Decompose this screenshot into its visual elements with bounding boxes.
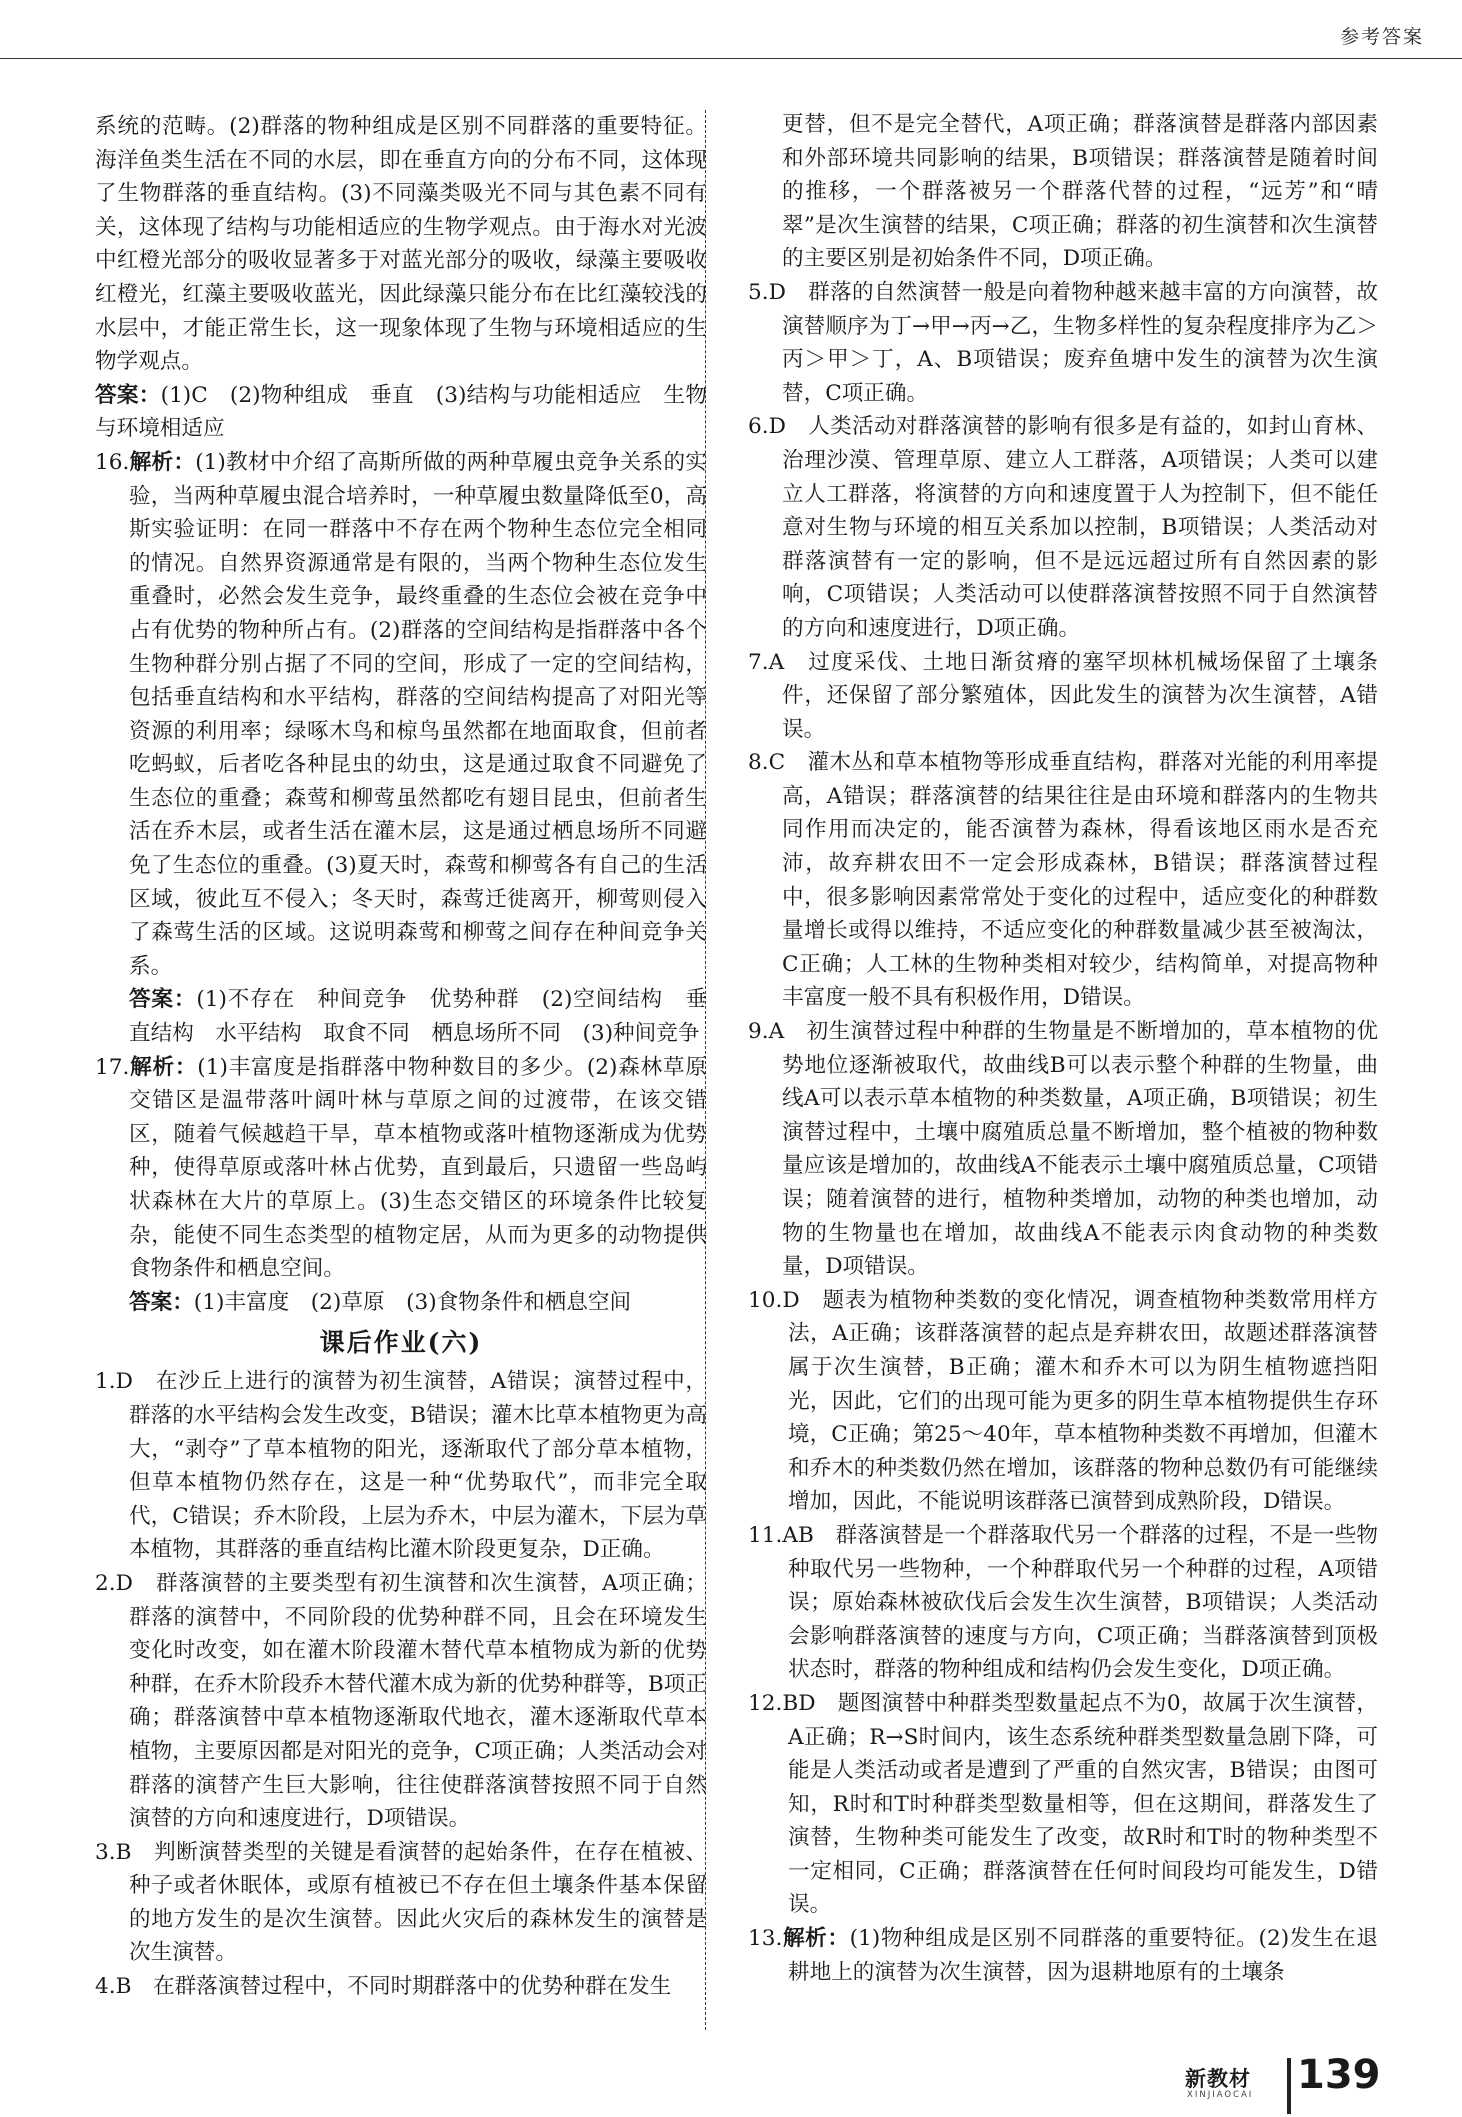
column-divider [705,110,706,2030]
answer-item [748,276,1378,410]
answer-item [748,410,1378,645]
answer-item [748,746,1378,1015]
item-number: 9. [748,1019,769,1045]
left-column [95,110,707,2004]
item-number: 8. [748,750,769,776]
item-text: D 人类活动对群落演替的影响有很多是有益的，如封山育林、治理沙漠、管理草原、建立人工群落，A项错误；人类可以建立人工群落，将演替的方向和速度置于人为控制下，但不能任意对生物与环境的相互关系加以控制，B项错误；人类活动对群落演替有一定的影响，但不是远远超过所有自然因素的影响，C项错误；人类活动可以使群落演替按照不同于自然演替的方向和速度进行，D项正确。 [768,414,1378,641]
answer-item [748,1687,1378,1922]
analysis-label: 解析： [782,1926,850,1952]
answer-item [748,1015,1378,1284]
footer-brand: 新教材 [1185,2067,1251,2091]
intro-paragraph: 系统的范畴。(2)群落的物种组成是区别不同群落的重要特征。海洋鱼类生活在不同的水层，即在垂直方向的分布不同，这体现了生物群落的垂直结构。(3)不同藻类吸光不同与其色素不同有关，这体现了结构与功能相适应的生物学观点。由于海水对光波中红橙光部分的吸收显著多于对蓝光部分的吸收，绿藻主要吸收红橙光，红藻主要吸收蓝光，因此绿藻只能分布在比红藻较浅的水层中，才能正常生长，这一现象体现了生物与环境相适应的生物学观点。 [95,114,707,375]
item-text: D 群落的自然演替一般是向着物种越来越丰富的方向演替，故演替顺序为丁→甲→丙→乙，生物多样性的复杂程度排序为乙＞丙＞甲＞丁，A、B项错误；废弃鱼塘中发生的演替为次生演替，C项正确。 [768,279,1378,406]
answer-item [748,1284,1378,1519]
answer-text: (1)丰富度 (2)草原 (3)食物条件和栖息空间 [193,1289,632,1315]
answer-label: 答案： [129,987,197,1013]
item-number: 11. [748,1522,783,1548]
item-text: BD 题图演替中种群类型数量起点不为0，故属于次生演替，A正确；R→S时间内，该生态系统种群类型数量急剧下降，可能是人类活动或者是遭到了严重的自然灾害，B错误；由图可知，R时和T时种群类型数量相等，但在这期间，群落发生了演替，生物种类可能发生了改变，故R时和T时的物种类型不一定相同，C正确；群落演替在任何时间段均可能发生，D错误。 [782,1690,1378,1918]
question-13 [748,1922,1378,1989]
question-16 [95,446,707,984]
item-number: 3. [95,1839,116,1865]
answer-item [95,1365,707,1567]
analysis-text: (1)教材中介绍了高斯所做的两种草履虫竞争关系的实验，当两种草履虫混合培养时，一种草履虫数量降低至0，高斯实验证明：在同一群落中不存在两个物种生态位完全相同的情况。自然界资源通常是有限的，当两个物种生态位发生重叠时，必然会发生竞争，最终重叠的生态位会被在竞争中占有优势的物种所占有。(2)群落的空间结构是指群落中各个生物种群分别占据了不同的空间，形成了一定的空间结构，包括垂直结构和水平结构，群落的空间结构提高了对阳光等资源的利用率；绿啄木鸟和椋鸟虽然都在地面取食，但前者吃蚂蚁，后者吃各种昆虫的幼虫，这是通过取食不同避免了生态位的重叠；森莺和柳莺虽然都吃有翅目昆虫，但前者生活在乔木层，或者生活在灌木层，这是通过栖息场所不同避免了生态位的重叠。(3)夏天时，森莺和柳莺各有自己的生活区域，彼此互不侵入；冬天时，森莺迁徙离开，柳莺则侵入了森莺生活的区域。这说明森莺和柳莺之间存在种间竞争关系。 [129,449,707,979]
header-title: 参考答案 [1339,26,1424,48]
analysis-label: 解析： [129,449,196,475]
question-number: 17. [95,1054,130,1080]
item-text: AB 群落演替是一个群落取代另一个群落的过程，不是一些物种取代另一些物种，一个种群取代另一个种群的过程，A项错误；原始森林被砍伐后会发生次生演替，B项错误；人类活动会影响群落演替的速度与方向，C项正确；当群落演替到顶极状态时，群落的物种组成和结构仍会发生变化，D项正确。 [782,1522,1378,1683]
item-text: B 判断演替类型的关键是看演替的起始条件，在存在植被、种子或者休眠体，或原有植被已不存在但土壤条件基本保留的地方发生的是次生演替。因此火灾后的森林发生的演替是次生演替。 [115,1839,707,1966]
answer-item [95,1836,707,1970]
item-number: 7. [748,649,769,675]
item-text: B 在群落演替过程中，不同时期群落中的优势种群在发生 [115,1974,672,2000]
question-number: 13. [748,1926,783,1952]
question-16-answer [95,983,707,1050]
answer-label: 答案： [129,1289,194,1315]
analysis-label: 解析： [129,1054,198,1080]
item-number: 12. [748,1690,783,1716]
item-number: 5. [748,279,769,305]
question-17 [95,1051,707,1286]
item-text: D 题表为植物种类数的变化情况，调查植物种类数常用样方法，A正确；该群落演替的起点是弃耕农田，故题述群落演替属于次生演替，B正确；灌木和乔木可以为阴生植物遮挡阳光，因此，它们的出现可能为更多的阴生草本植物提供生存环境，C正确；第25～40年，草本植物种类数不再增加，但灌木和乔木的种类数仍然在增加，该群落的物种总数仍有可能继续增加，因此，不能说明该群落已演替到成熟阶段，D错误。 [782,1287,1378,1515]
question-number: 16. [95,449,130,475]
item-number: 10. [748,1287,783,1313]
continued-paragraph: 更替，但不是完全替代，A项正确；群落演替是群落内部因素和外部环境共同影响的结果，B项错误；群落演替是随着时间的推移，一个群落被另一个群落代替的过程，“远芳”和“晴翠”是次生演替的结果，C项正确；群落的初生演替和次生演替的主要区别是初始条件不同，D项正确。 [782,112,1378,272]
item-number: 2. [95,1570,116,1596]
item-text: D 在沙丘上进行的演替为初生演替，A错误；演替过程中，群落的水平结构会发生改变，B错误；灌木比草本植物更为高大，“剥夺”了草本植物的阳光，逐渐取代了部分草本植物，但草本植物仍然存在，这是一种“优势取代”，而非完全取代，C错误；乔木阶段，上层为乔木，中层为灌木，下层为草本植物，其群落的垂直结构比灌木阶段更复杂，D正确。 [115,1369,707,1563]
answer-item [95,1970,707,2004]
item-number: 6. [748,414,769,440]
item-text: A 过度采伐、土地日渐贫瘠的塞罕坝林机械场保留了土壤条件，还保留了部分繁殖体，因此发生的演替为次生演替，A错误。 [768,649,1378,742]
analysis-text: (1)物种组成是区别不同群落的重要特征。(2)发生在退耕地上的演替为次生演替，因为退耕地原有的土壤条 [788,1926,1378,1985]
answer-text: (1)C (2)物种组成 垂直 (3)结构与功能相适应 生物与环境相适应 [95,382,707,442]
page-number: 139 [1297,2052,1381,2098]
item-text: A 初生演替过程中种群的生物量是不断增加的，草本植物的优势地位逐渐被取代，故曲线B可以表示整个种群的生物量，曲线A可以表示草本植物的种类数量，A项正确，B项错误；初生演替过程中，土壤中腐殖质总量不断增加，整个植被的物种数量应该是增加的，故曲线A不能表示土壤中腐殖质总量，C项错误；随着演替的进行，植物种类增加，动物的种类也增加，动物的生物量也在增加，故曲线A不能表示肉食动物的种类数量，D项错误。 [768,1019,1378,1280]
question-17-answer [95,1286,707,1320]
footer-bar [1287,2058,1291,2114]
footer-brand-pinyin: XINJIAOCAI [1187,2090,1254,2100]
answer-item [95,1567,707,1836]
answer-item [748,1519,1378,1687]
answer-text: (1)不存在 种间竞争 优势种群 (2)空间结构 垂直结构 水平结构 取食不同 栖息场所不同 (3)种间竞争 [129,987,707,1047]
intro-answer [95,379,707,446]
analysis-text: (1)丰富度是指群落中物种数目的多少。(2)森林草原交错区是温带落叶阔叶林与草原之间的过渡带，在该交错区，随着气候越趋干旱，草本植物或落叶植物逐渐成为优势种，使得草原或落叶林占优势，直到最后，只遗留一些岛屿状森林在大片的草原上。(3)生态交错区的环境条件比较复杂，能使不同生态类型的植物定居，从而为更多的动物提供食物条件和栖息空间。 [129,1054,707,1282]
header-rule [0,58,1462,59]
item-text: D 群落演替的主要类型有初生演替和次生演替，A项正确；群落的演替中，不同阶段的优势种群不同，且会在环境发生变化时改变，如在灌木阶段灌木替代草本植物成为新的优势种群，在乔木阶段乔木替代灌木成为新的优势种群等，B项正确；群落演替中草本植物逐渐取代地衣，灌木逐渐取代草本植物，主要原因都是对阳光的竞争，C项正确；人类活动会对群落的演替产生巨大影响，往往使群落演替按照不同于自然演替的方向和速度进行，D项错误。 [115,1570,707,1832]
answer-label: 答案： [95,382,161,408]
answer-item [748,646,1378,747]
right-column [748,108,1378,1989]
item-number: 1. [95,1369,116,1395]
section-title: 课后作业(六) [319,1328,483,1358]
item-text: C 灌木丛和草本植物等形成垂直结构，群落对光能的利用率提高，A错误；群落演替的结果往往是由环境和群落内的生物共同作用而决定的，能否演替为森林，得看该地区雨水是否充沛，故弃耕农田不一定会形成森林，B错误；群落演替过程中，很多影响因素常常处于变化的过程中，适应变化的种群数量增长或得以维持，不适应变化的种群数量减少甚至被淘汰，C正确；人工林的生物种类相对较少，结构简单，对提高物种丰富度一般不具有积极作用，D错误。 [768,750,1378,1011]
item-number: 4. [95,1974,116,2000]
